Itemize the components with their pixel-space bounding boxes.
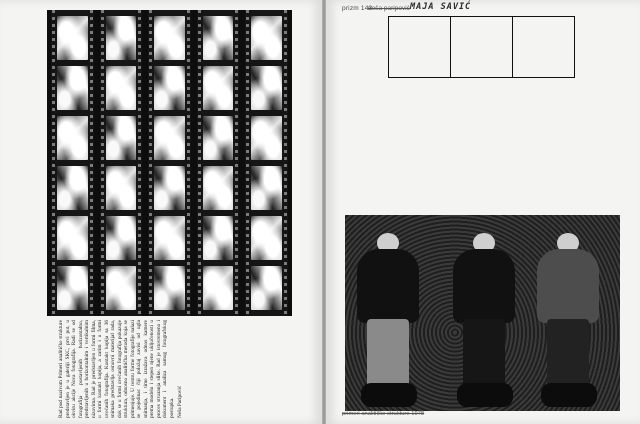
film-frame (203, 66, 234, 110)
film-frame (251, 16, 282, 60)
film-frame (154, 16, 185, 60)
film-frame (154, 216, 185, 260)
person-shoes (361, 383, 417, 407)
film-strip (51, 10, 94, 316)
person-coat (537, 249, 599, 323)
crossed-out-name: neša paripović (368, 5, 410, 12)
film-frame (106, 216, 137, 260)
person-coat (357, 249, 419, 323)
film-frame (203, 16, 234, 60)
film-strip (148, 10, 191, 316)
contact-sheet-photo (47, 10, 292, 316)
film-strip (245, 10, 288, 316)
empty-frame-boxes (388, 16, 575, 78)
film-frame (203, 166, 234, 210)
person-shoes (541, 383, 597, 407)
film-frame (154, 116, 185, 160)
crossed-out-footer: primeri analitičke strukture 1978 (342, 411, 425, 417)
film-frame (106, 166, 137, 210)
film-frame (106, 16, 137, 60)
film-frame (57, 216, 88, 260)
film-frame (106, 116, 137, 160)
film-frame (251, 66, 282, 110)
caption-text-rotated (58, 320, 294, 418)
film-strip (197, 10, 240, 316)
film-frame (57, 266, 88, 310)
film-frame (203, 216, 234, 260)
film-frame (154, 66, 185, 110)
film-frame (57, 66, 88, 110)
person-legs (463, 319, 505, 389)
photo-three-people-lying-on-grass (345, 215, 620, 411)
person-figure (449, 233, 519, 411)
person-coat (453, 249, 515, 323)
film-frame (154, 266, 185, 310)
film-frame (251, 266, 282, 310)
film-frame (57, 16, 88, 60)
caption-text: Rad pod nazivom Primeri analitičke strukture predstavljen je u galeriji SKC, prvi put, u okviru akcije Nova fotografija. Radi se od fotografija postavljenih horizontalno, predstavljenih u horizontalnim i vertikalnim nizovima. Rad je predstavljen u formi filma, u formi kontakt kopija, a zatim i u formi uvećanih fotografija. Kontakt kopija sa 36 snimaka predstavlja osnovni materijal rada, dok se u formi uvećanih fotografija pokazuje struktura, odnosno analitička metoda koja se primenjuje. U centru forme fotografije nalazi se pojedinac čiji položaj zavisi od ugla snimanja, i time izražava odnos kamere prema modelu i stepen njene uključenosti u proces stvaranja slike. Rad je istovremeno i dokument i analiza samog fotografskog postupka. (58, 320, 175, 418)
page-footer (342, 411, 482, 421)
person-legs (367, 319, 409, 389)
caption-signature: Neša Paripović (177, 385, 183, 418)
page-header (342, 4, 542, 16)
film-frame (251, 216, 282, 260)
empty-box (389, 17, 451, 77)
empty-box (513, 17, 574, 77)
person-figure (353, 233, 423, 411)
film-frame (57, 116, 88, 160)
film-frame (251, 116, 282, 160)
handwritten-author: MAJA SAVIĆ (410, 2, 472, 12)
film-frame (203, 266, 234, 310)
person-shoes (457, 383, 513, 407)
film-frame (57, 166, 88, 210)
film-frame (154, 166, 185, 210)
empty-box (451, 17, 513, 77)
film-frame (251, 166, 282, 210)
caption-rotator (58, 320, 294, 418)
page-number: prizm 143 (342, 5, 373, 12)
film-strip (100, 10, 143, 316)
film-frame (203, 116, 234, 160)
person-legs (547, 319, 589, 389)
person-figure (533, 233, 603, 411)
film-frame (106, 266, 137, 310)
film-frame (106, 66, 137, 110)
caption-block (58, 320, 294, 418)
